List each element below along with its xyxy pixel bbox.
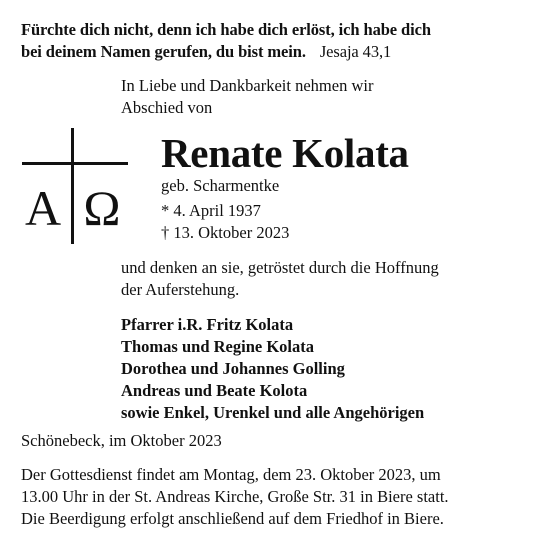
mourner-4: Andreas und Beate Kolota [121, 381, 308, 400]
mourner-5: sowie Enkel, Urenkel und alle Angehörigen [121, 403, 425, 422]
deceased-name: Renate Kolata [161, 130, 409, 176]
service-line-2: 13.00 Uhr in der St. Andreas Kirche, Große Str. 31 in Biere statt. [21, 487, 449, 506]
alpha-glyph: A [24, 180, 62, 236]
service-line-3: Die Beerdigung erfolgt anschließend auf dem Friedhof in Biere. [21, 509, 444, 528]
mourner-2: Thomas und Regine Kolata [121, 337, 314, 356]
intro-line-2: Abschied von [121, 98, 213, 117]
service-line-1: Der Gottesdienst findet am Montag, dem 23. Oktober 2023, um [21, 465, 441, 484]
mourner-3: Dorothea und Johannes Golling [121, 359, 345, 378]
verse-reference: Jesaja 43,1 [319, 42, 392, 61]
place-and-date: Schönebeck, im Oktober 2023 [21, 431, 222, 450]
birth-date: * 4. April 1937 [161, 201, 261, 220]
intro-line-1: In Liebe und Dankbarkeit nehmen wir [121, 76, 374, 95]
closing-line-2: der Auferstehung. [121, 280, 240, 299]
maiden-name: geb. Scharmentke [161, 176, 280, 195]
verse-text: bei deinem Namen gerufen, du bist mein. [21, 42, 306, 61]
death-date: † 13. Oktober 2023 [161, 223, 290, 242]
verse-line-2 [21, 41, 391, 63]
cross-horizontal-beam [22, 162, 128, 165]
omega-glyph: Ω [83, 180, 121, 236]
closing-line-1: und denken an sie, getröstet durch die Hoffnung [121, 258, 439, 277]
verse-line-1: Fürchte dich nicht, denn ich habe dich erlöst, ich habe dich [21, 20, 431, 39]
cross-vertical-beam [71, 128, 74, 244]
mourner-1: Pfarrer i.R. Fritz Kolata [121, 315, 294, 334]
cross-alpha-omega-icon [22, 128, 128, 244]
